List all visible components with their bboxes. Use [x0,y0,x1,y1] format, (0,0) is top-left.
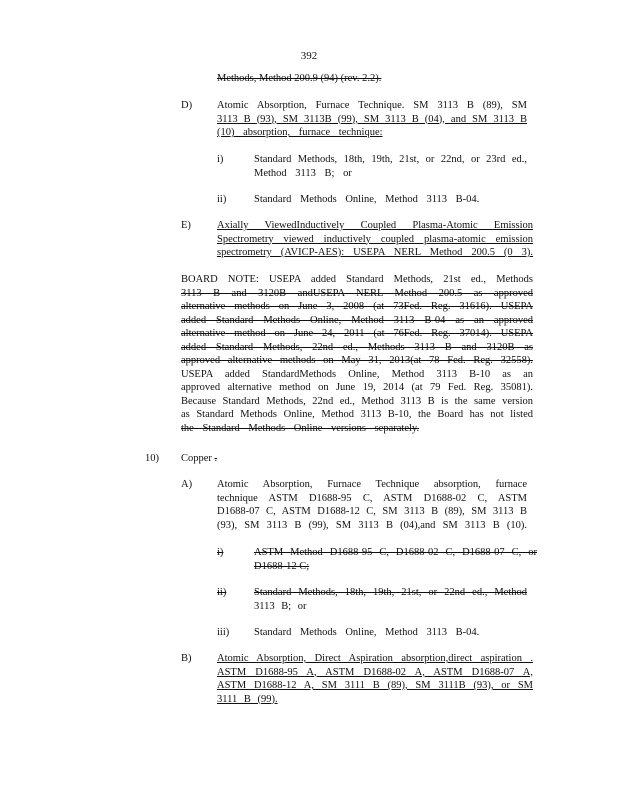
copper-title-suffix: . [214,453,218,464]
copper-b-line-4: 3111 B (99). [217,693,278,705]
page-number: 392 [300,50,318,62]
copper-a-line-3: D1688-07 C, ASTM D1688-12 C, SM 3113 B (89), SM 3113 B [217,506,527,517]
item-d-text [217,99,527,140]
board-note-line-6: added Standard Methods, 22nd ed., Methods 3113 B and 3120B as [181,341,533,353]
item-e-label: E) [181,220,191,231]
item-d-i-text [254,153,527,180]
section-copper-title [181,452,217,466]
item-e-line-1: Axially ViewedInductively Coupled Plasma-Atomic Emission [217,220,533,231]
board-note-line-9: approved alternative method on June 19, 2014 (at 79 Fed. Reg. 35081). [181,382,533,393]
copper-a-ii-label: ii) [217,587,227,598]
copper-a-i-line-1: ASTM Method D1688-95 C, D1688-02 C, D1688-07 C, or [254,547,537,558]
copper-a-line-1: Atomic Absorption, Furnace Technique absorption, furnace [217,479,527,490]
board-note-line-3: alternative methods on June 3, 2008 (at 73Fed. Reg. 31616). USEPA [181,301,533,312]
copper-a-iii-text: Standard Methods Online, Method 3113 B-04. [254,627,480,638]
item-e-text [217,219,533,260]
board-note-line-4: added Standard Methods Online, Method 3113 B-04 as an approved [181,314,533,326]
board-note-line-10: Because Standard Methods, 22nd ed., Method 3113 B is the same version [181,395,533,407]
board-note-line-7: approved alternative methods on May 31, 2013(at 78 Fed. Reg. 32558). [181,355,533,366]
item-e-line-2: Spectrometry viewed inductively coupled plasma-atomic emission [217,233,533,245]
copper-b-label: B) [181,653,192,664]
copper-a-i-line-2: D1688-12 C; [254,560,310,572]
copper-title-text: Copper [181,453,212,464]
copper-a-line-4: (93), SM 3113 B (99), SM 3113 B (04),and SM 3113 B (10). [217,519,527,531]
board-note-line-12: the Standard Methods Online versions separately. [181,422,420,434]
copper-a-ii-text [254,586,527,613]
copper-a-text [217,478,527,532]
copper-a-label: A) [181,479,193,490]
copper-a-line-2: technique ASTM D1688-95 C, ASTM D1688-02 C, ASTM [217,492,527,504]
copper-b-line-1: Atomic Absorption, Direct Aspiration absorption,direct aspiration . [217,653,533,664]
copper-a-i-text [254,546,537,573]
item-d-line-1: Atomic Absorption, Furnace Technique. SM 3113 B (89), SM [217,100,527,111]
board-note-line-5: alternative method on June 24, 2011 (at 76Fed. Reg. 37014). USEPA [181,328,533,339]
item-d-ii-label: ii) [217,194,227,205]
item-d-ii-text: Standard Methods Online, Method 3113 B-04. [254,194,480,205]
copper-b-line-2: ASTM D1688-95 A, ASTM D1688-02 A, ASTM D1688-07 A, [217,666,533,678]
item-d-line-2: 3113 B (93), SM 3113B (99), SM 3113 B (04), and SM 3113 B [217,113,527,125]
copper-a-i-label: i) [217,547,224,558]
board-note [181,273,533,435]
board-note-line-8: USEPA added StandardMethods Online, Method 3113 B-10 as an [181,368,533,380]
copper-a-ii-line-2: 3113 B; or [254,600,307,612]
item-d-i-line-2: Method 3113 B; or [254,167,352,179]
item-d-line-3: (10) absorption, furnace technique: [217,127,383,138]
board-note-line-2: 3113 B and 3120B andUSEPA NERL Method 200.5 as approved [181,287,533,299]
item-d-i-label: i) [217,154,224,165]
item-d-label: D) [181,100,193,111]
copper-b-text [217,652,533,706]
board-note-line-11: as Standard Methods Online, Method 3113 B-10, the Board has not listed [181,409,533,420]
board-note-line-1: BOARD NOTE: USEPA added Standard Methods, 21st ed., Methods [181,274,533,285]
copper-b-line-3: ASTM D1688-12 A, SM 3111 B (89), SM 3111B (93), or SM [217,680,533,691]
item-e-line-3: spectrometry (AVICP-AES): USEPA NERL Method 200.5 (0 3). [217,247,533,258]
copper-a-ii-line-1: Standard Methods, 18th, 19th, 21st, or 22nd ed., Method [254,587,527,598]
section-copper-number: 10) [145,453,159,464]
copper-a-iii-label: iii) [217,627,230,638]
top-continuation-line: Methods, Method 200.9 (94) (rev. 2.2). [217,73,382,84]
item-d-i-line-1: Standard Methods, 18th, 19th, 21st, or 22nd, or 23rd ed., [254,154,527,165]
